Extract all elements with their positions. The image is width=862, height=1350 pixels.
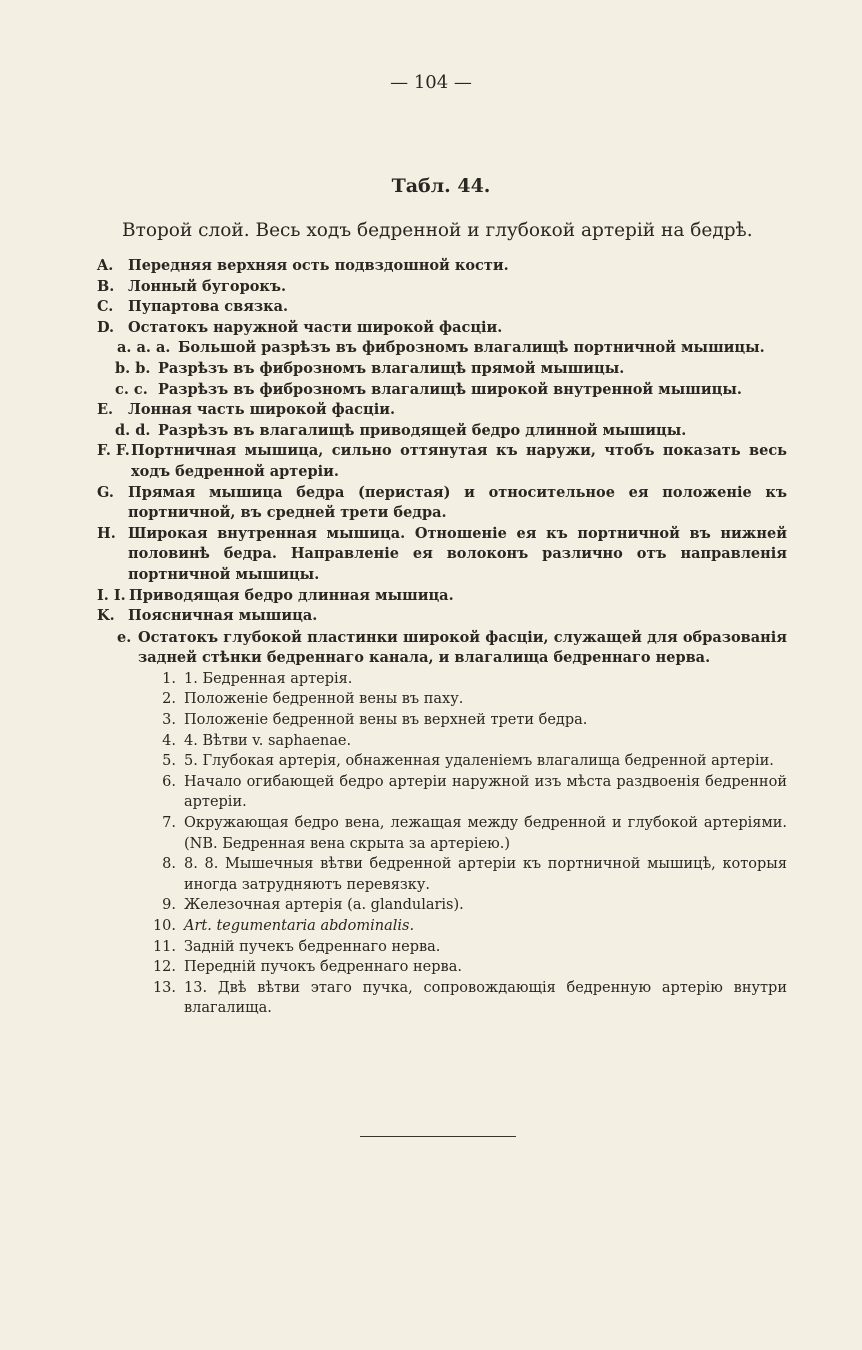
entry-label: a. a. a. [117,339,171,357]
entry-text: Лонный бугорокъ. [128,277,287,295]
entry-label: 10. [152,918,176,934]
entry-text: Большой разрѣзъ въ фиброзномъ влагалищѣ портничной мышицы. [178,339,765,357]
entry-text: Art. tegumentaria abdominalis. [184,918,415,934]
legend-entry [97,937,787,958]
entry-label: I. I. [97,586,126,604]
entry-label: K. [97,607,115,625]
legend-entry [97,524,787,586]
legend-entry [97,380,787,401]
entry-text: Передняя верхняя ость подвздошной кости. [128,257,509,274]
legend-entry [97,813,787,854]
entry-text: Окружающая бедро вена, лежащая между бедренной и глубокой артеріями. (NB. Бедренная вена скрыта за артеріею.) [184,815,787,852]
entry-label: 6. [162,773,176,790]
entry-text: 5. Глубокая артерія, обнаженная удаленіемъ влагалища бедренной артеріи. [184,753,774,770]
legend-entry [97,978,787,1019]
page-number: — 104 — [390,72,472,93]
entry-label: 11. [152,938,176,955]
entry-label: E. [97,401,114,419]
entry-text: 8. 8. Мышечныя вѣтви бедренной артеріи къ портничной мышицѣ, которыя иногда затрудняютъ перевязку. [184,856,787,893]
entry-label: 3. [162,712,176,729]
entry-label: 2. [162,691,176,708]
entry-label: 7. [162,815,176,832]
legend-entry [97,669,787,690]
entry-label: C. [97,298,114,316]
entry-label: 12. [152,959,176,976]
table-title: Табл. 44. [391,175,491,197]
legend-entry [97,586,787,607]
entry-text: Прямая мышица бедра (перистая) и относительное ея положеніе къ портничной, въ средней трети бедра. [128,483,787,522]
entry-text: Портничная мышица, сильно оттянутая къ наружи, чтобъ показать весь ходъ бедренной артеріи. [131,442,787,480]
entry-text: Широкая внутренная мышица. Отношеніе ея къ портничной въ нижней половинѣ бедра. Направленіе ея волоконъ различно отъ направленія портничной мышицы. [128,524,787,583]
entry-text: Начало огибающей бедро артеріи наружной изъ мѣста раздвоенія бедренной артеріи. [184,773,787,811]
legend-entry [97,483,787,524]
entry-label: 1. [162,670,176,687]
legend-entry [97,628,787,669]
legend-entry [97,277,787,298]
legend-entry [97,957,787,978]
entry-label: e. [117,628,132,646]
entry-text: 4. Вѣтви v. saphaenae. [184,732,352,749]
entry-text: Задній пучекъ бедреннаго нерва. [184,938,441,955]
entry-label: d. d. [115,421,151,439]
entry-label: 8. [162,856,176,873]
entry-label: 4. [162,732,176,749]
entry-label: c. c. [115,380,148,398]
legend-entry [97,689,787,710]
legend-entry [97,400,787,421]
entry-label: G. [97,483,114,501]
legend-entry [97,916,787,937]
legend-entry [97,359,787,380]
entry-text: 13. Двѣ вѣтви этаго пучка, сопровождающія бедренную артерію внутри влагалища. [184,979,787,1017]
entry-label: F. F. [97,442,130,460]
entry-label: H. [97,524,116,542]
closing-rule [360,1136,516,1137]
legend-entry [97,338,787,359]
entry-text: Разрѣзъ въ фиброзномъ влагалищѣ широкой внутренной мышицы. [158,380,742,398]
entry-text: Лонная часть широкой фасціи. [128,401,396,419]
entry-text: Остатокъ глубокой пластинки широкой фасціи, служащей для образованія задней стѣнки бедреннаго канала, и влагалища бедреннаго нерва. [138,628,787,667]
legend-entry [97,772,787,813]
legend-entry [97,895,787,916]
entry-label: b. b. [115,359,151,377]
entry-text: Разрѣзъ въ фиброзномъ влагалищѣ прямой мышицы. [158,359,625,377]
entry-label: B. [97,277,115,295]
legend-entry [97,606,787,627]
legend-entry [97,318,787,339]
legend-entry [97,854,787,895]
legend-entry [97,421,787,442]
legend-entry [97,731,787,752]
entry-text: Приводящая бедро длинная мышица. [129,586,454,604]
legend-list [97,256,787,1019]
entry-label: 5. [162,753,176,770]
entry-text: Передній пучокъ бедреннаго нерва. [184,959,462,976]
entry-text: Положеніе бедренной вены въ верхней трети бедра. [184,712,588,729]
entry-text: Положеніе бедренной вены въ паху. [184,691,464,708]
legend-entry [97,297,787,318]
legend-entry [97,256,787,277]
entry-text: Поясничная мышица. [128,607,318,625]
entry-text: 1. Бедренная артерія. [184,670,353,687]
legend-entry [97,441,787,482]
entry-label: D. [97,318,115,336]
entry-label: A. [97,257,114,274]
entry-label: 9. [162,897,176,914]
entry-label: 13. [152,979,176,996]
entry-text: Железочная артерія (a. glandularis). [184,897,464,914]
legend-entry [97,710,787,731]
subtitle: Второй слой. Весь ходъ бедренной и глубокой артерій на бедрѣ. [122,220,753,241]
entry-text: Пупартова связка. [128,298,289,316]
entry-text: Разрѣзъ въ влагалищѣ приводящей бедро длинной мышицы. [158,421,687,439]
legend-entry [97,751,787,772]
entry-text: Остатокъ наружной части широкой фасціи. [128,318,503,336]
